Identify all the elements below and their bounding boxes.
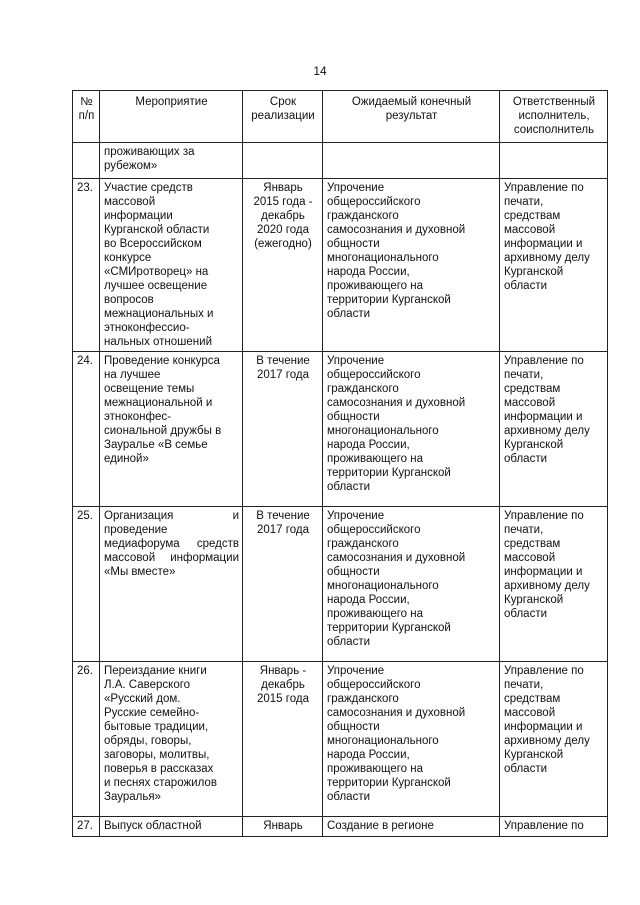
row-result: Упрочение общероссийского гражданского самосознания и духовной общности многонационального народа России, проживающего на территории Курганской области	[323, 179, 500, 352]
table-header-row	[73, 91, 608, 143]
page-number: 14	[313, 64, 327, 78]
header-executor: Ответственный исполнитель, соисполнитель	[500, 91, 608, 143]
continuation-event: проживающих за рубежом»	[100, 143, 243, 179]
row-result: Упрочение общероссийского гражданского самосознания и духовной общности многонационального народа России, проживающего на территории Курганской области	[323, 662, 500, 817]
row-executor: Управление по	[500, 817, 608, 837]
row-event: Переиздание книги Л.А. Саверского «Русский дом. Русские семейно- бытовые традиции, обряды, говоры, заговоры, молитвы, поверья в рассказах и песнях старожилов Зауралья»	[100, 662, 243, 817]
header-event: Мероприятие	[100, 91, 243, 143]
table-row	[73, 507, 608, 662]
table-row-continuation	[73, 143, 608, 179]
row-number: 26.	[73, 662, 100, 817]
header-result: Ожидаемый конечный результат	[323, 91, 500, 143]
header-term: Срок реализации	[243, 91, 323, 143]
table-row	[73, 352, 608, 507]
row-event: Организация и проведение медиафорума средств массовой информации «Мы вместе»	[100, 507, 243, 662]
row-executor: Управление по печати, средствам массовой информации и архивному делу Курганской области	[500, 507, 608, 662]
row-executor: Управление по печати, средствам массовой информации и архивному делу Курганской области	[500, 179, 608, 352]
table-row	[73, 662, 608, 817]
row-term: Январь - декабрь 2015 года	[243, 662, 323, 817]
row-executor: Управление по печати, средствам массовой информации и архивному делу Курганской области	[500, 352, 608, 507]
row-event: Участие средств массовой информации Курганской области во Всероссийском конкурсе «СМИротворец» на лучшее освещение вопросов межнациональных и этноконфессио- нальных отношений	[100, 179, 243, 352]
row-number: 23.	[73, 179, 100, 352]
row-number: 25.	[73, 507, 100, 662]
row-event: Проведение конкурса на лучшее освещение темы межнациональной и этноконфес- сиональной дружбы в Зауралье «В семье единой»	[100, 352, 243, 507]
table-row	[73, 179, 608, 352]
row-term: В течение 2017 года	[243, 352, 323, 507]
row-executor: Управление по печати, средствам массовой информации и архивному делу Курганской области	[500, 662, 608, 817]
row-result: Упрочение общероссийского гражданского самосознания и духовной общности многонационального народа России, проживающего на территории Курганской области	[323, 352, 500, 507]
row-result: Упрочение общероссийского гражданского самосознания и духовной общности многонационального народа России, проживающего на территории Курганской области	[323, 507, 500, 662]
continuation-result	[323, 143, 500, 179]
header-num: № п/п	[73, 91, 100, 143]
row-term: Январь	[243, 817, 323, 837]
row-result: Создание в регионе	[323, 817, 500, 837]
events-table	[72, 90, 608, 837]
row-term: Январь 2015 года - декабрь 2020 года (ежегодно)	[243, 179, 323, 352]
row-number: 24.	[73, 352, 100, 507]
table-row	[73, 817, 608, 837]
continuation-executor	[500, 143, 608, 179]
continuation-term	[243, 143, 323, 179]
row-term: В течение 2017 года	[243, 507, 323, 662]
row-event: Выпуск областной	[100, 817, 243, 837]
row-number: 27.	[73, 817, 100, 837]
continuation-num	[73, 143, 100, 179]
